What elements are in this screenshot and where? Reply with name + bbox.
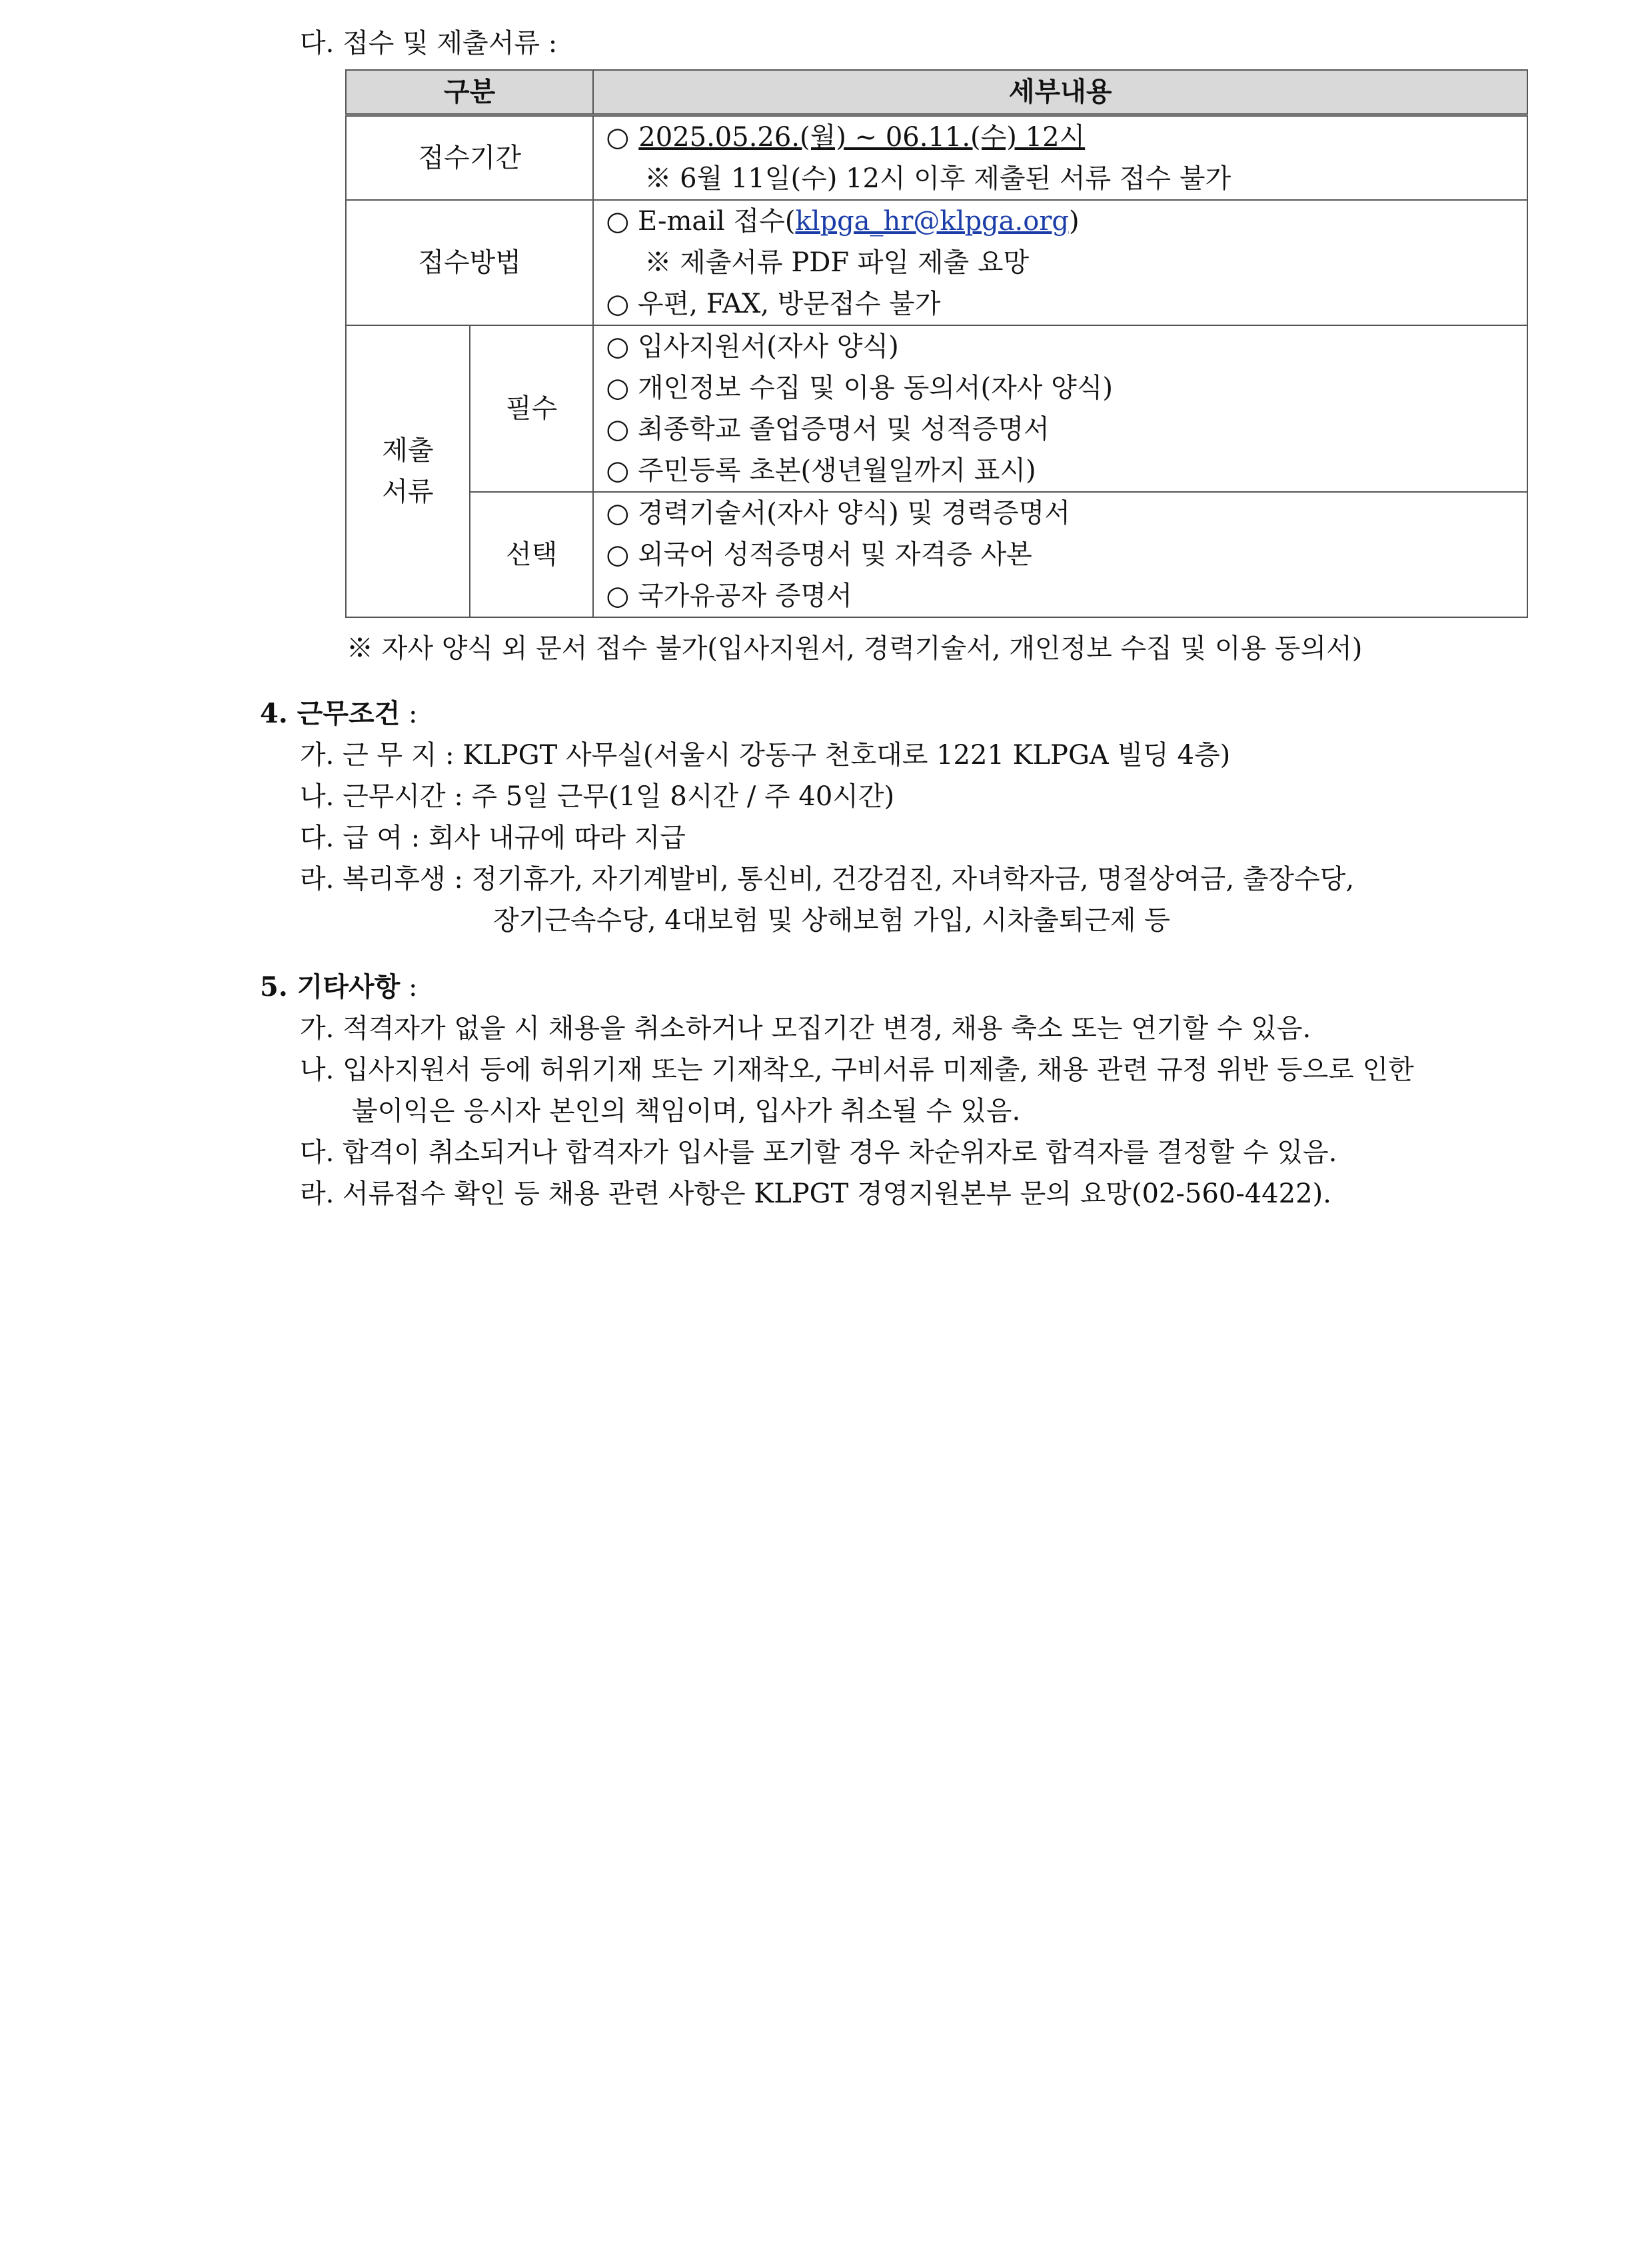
optional-docs-list (593, 492, 1527, 617)
documents-label-line2: 서류 (382, 477, 434, 507)
table-header-row (346, 70, 1527, 115)
section5-item-na-continuation: 불이익은 응시자 본인의 책임이며, 입사가 취소될 수 있음. (352, 1096, 1021, 1126)
section4-item-location: 가. 근 무 지 : KLPGT 사무실(서울시 강동구 천호대로 1221 KLPGA 빌딩 4층) (300, 740, 1231, 771)
section4-item-benefits: 라. 복리후생 : 정기휴가, 자기계발비, 통신비, 건강검진, 자녀학자금, 명절상여금, 출장수당, (300, 864, 1355, 895)
section4-item-salary: 다. 급 여 : 회사 내규에 따라 지급 (300, 823, 686, 853)
reception-period-label: 접수기간 (346, 115, 593, 201)
required-label: 필수 (470, 325, 594, 492)
reception-period-note: ※ 6월 11일(수) 12시 이후 제출된 서류 접수 불가 (644, 163, 1232, 194)
table-note: ※ 자사 양식 외 문서 접수 불가(입사지원서, 경력기술서, 개인정보 수집 및 이용 동의서) (347, 633, 1363, 664)
row-required-docs (346, 325, 1527, 492)
section5-item-ra: 라. 서류접수 확인 등 채용 관련 사항은 KLPGT 경영지원본부 문의 요망(02-560-4422). (300, 1178, 1331, 1209)
email-suffix: ) (1069, 206, 1080, 237)
submission-table (345, 69, 1528, 618)
reception-period-line1 (606, 117, 1515, 158)
section5-colon: : (400, 972, 418, 1003)
list-item: ○ 입사지원서(자사 양식) (606, 331, 899, 362)
reception-method-details (593, 200, 1527, 325)
list-item: ○ 경력기술서(자사 양식) 및 경력증명서 (606, 498, 1070, 529)
email-prefix: ○ E-mail 접수( (606, 206, 796, 237)
section4-colon: : (400, 699, 418, 729)
reception-method-email-line (606, 201, 1515, 242)
section4-title: 4. 근무조건 (260, 698, 401, 729)
row-reception-period (346, 115, 1527, 201)
circle-bullet: ○ (606, 122, 630, 153)
optional-label: 선택 (470, 492, 594, 617)
reception-method-not-accepted: ○ 우편, FAX, 방문접수 불가 (606, 289, 941, 319)
section5-item-na: 나. 입사지원서 등에 허위기재 또는 기재착오, 구비서류 미제출, 채용 관련 규정 위반 등으로 인한 (300, 1055, 1414, 1085)
header-category: 구분 (346, 70, 593, 115)
section-da-heading: 다. 접수 및 제출서류 : (300, 28, 558, 59)
list-item: ○ 주민등록 초본(생년월일까지 표시) (606, 455, 1036, 486)
list-item: ○ 개인정보 수집 및 이용 동의서(자사 양식) (606, 373, 1114, 403)
list-item: ○ 국가유공자 증명서 (606, 581, 852, 611)
section5-heading (260, 971, 417, 1004)
row-reception-method (346, 200, 1527, 325)
documents-label-line1: 제출 (382, 435, 434, 466)
section4-item-hours: 나. 근무시간 : 주 5일 근무(1일 8시간 / 주 40시간) (300, 781, 895, 812)
section5-item-ga: 가. 적격자가 없을 시 채용을 취소하거나 모집기간 변경, 채용 축소 또는 연기할 수 있음. (300, 1013, 1311, 1044)
section5-item-da: 다. 합격이 취소되거나 합격자가 입사를 포기할 경우 차순위자로 합격자를 결정할 수 있음. (300, 1137, 1337, 1168)
section4-benefits-continuation: 장기근속수당, 4대보험 및 상해보험 가입, 시차출퇴근제 등 (493, 905, 1170, 936)
email-link[interactable]: klpga_hr@klpga.org (795, 206, 1070, 237)
list-item: ○ 최종학교 졸업증명서 및 성적증명서 (606, 414, 1050, 445)
reception-period-dates: 2025.05.26.(월) ~ 06.11.(수) 12시 (638, 122, 1086, 153)
section5-title: 5. 기타사항 (260, 971, 401, 1003)
section4-heading (260, 697, 417, 731)
header-details: 세부내용 (593, 70, 1527, 115)
reception-period-details (593, 115, 1527, 201)
reception-method-label: 접수방법 (346, 200, 593, 325)
required-docs-list (593, 325, 1527, 492)
reception-method-pdf-note: ※ 제출서류 PDF 파일 제출 요망 (644, 247, 1030, 278)
documents-label (346, 325, 470, 617)
list-item: ○ 외국어 성적증명서 및 자격증 사본 (606, 539, 1032, 570)
row-optional-docs (346, 492, 1527, 617)
